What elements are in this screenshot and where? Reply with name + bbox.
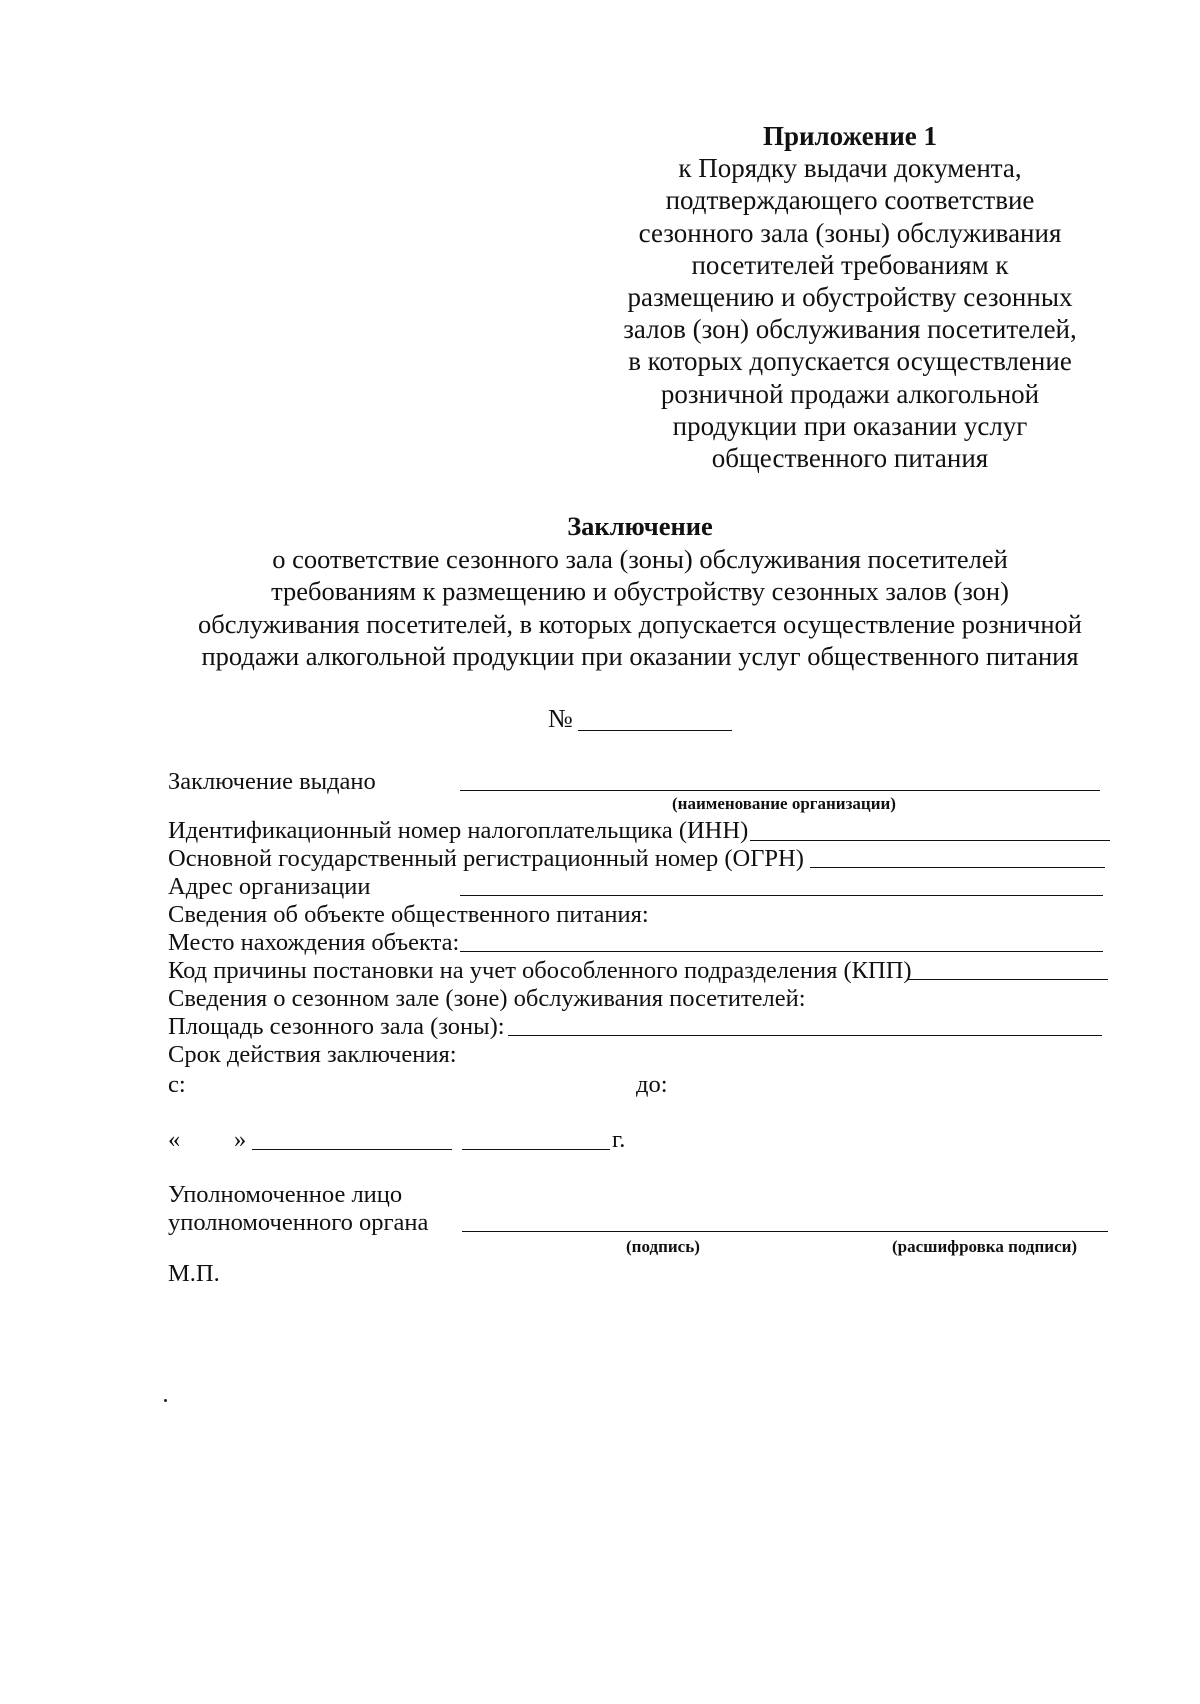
seasonal-info-label: Сведения о сезонном зале (зоне) обслуживания посетителей: [168, 985, 806, 1012]
appendix-line: в которых допускается осуществление [628, 346, 1072, 377]
appendix-line: продукции при оказании услуг [672, 410, 1028, 441]
appendix-line: сезонного зала (зоны) обслуживания [638, 217, 1062, 248]
date-month-field[interactable] [252, 1149, 452, 1150]
conclusion-title: Заключение [567, 511, 713, 541]
number-field[interactable] [578, 730, 732, 731]
organization-name-field[interactable] [460, 790, 1100, 791]
date-year-field[interactable] [462, 1149, 610, 1150]
quote-close: » [234, 1126, 247, 1153]
issued-to-label: Заключение выдано [168, 768, 376, 795]
conclusion-heading [150, 510, 1130, 673]
kpp-field[interactable] [908, 979, 1108, 980]
appendix-line: размещению и обустройству сезонных [627, 282, 1073, 313]
signature-decode-caption: (расшифровка подписи) [892, 1237, 1078, 1256]
year-suffix: г. [612, 1126, 626, 1153]
appendix-title: Приложение 1 [762, 121, 938, 151]
appendix-line: залов (зон) обслуживания посетителей, [623, 314, 1077, 345]
conclusion-line: требованиям к размещению и обустройству сезонных залов (зон) [271, 576, 1009, 606]
to-label: до: [636, 1071, 668, 1098]
signature-caption: (подпись) [626, 1237, 700, 1256]
object-location-field[interactable] [460, 951, 1103, 952]
authorized-person-label: Уполномоченное лицо [168, 1181, 403, 1208]
ogrn-field[interactable] [810, 867, 1105, 868]
address-field[interactable] [460, 895, 1103, 896]
address-label: Адрес организации [168, 873, 371, 900]
area-field[interactable] [508, 1035, 1102, 1036]
inn-label: Идентификационный номер налогоплательщика (ИНН) [168, 817, 749, 844]
scan-speck [164, 1399, 167, 1402]
authorized-body-label: уполномоченного органа [168, 1209, 429, 1236]
appendix-line: общественного питания [711, 443, 989, 474]
stamp-label: М.П. [168, 1260, 220, 1287]
object-info-label: Сведения об объекте общественного питания: [168, 901, 649, 928]
inn-field[interactable] [750, 840, 1110, 841]
conclusion-line: продажи алкогольной продукции при оказании услуг общественного питания [201, 641, 1079, 671]
appendix-header [600, 120, 1100, 474]
ogrn-label: Основной государственный регистрационный номер (ОГРН) [168, 845, 804, 872]
area-label: Площадь сезонного зала (зоны): [168, 1013, 505, 1040]
quote-open: « [168, 1126, 181, 1153]
validity-label: Срок действия заключения: [168, 1041, 457, 1068]
conclusion-line: о соответствие сезонного зала (зоны) обслуживания посетителей [272, 543, 1008, 574]
appendix-line: розничной продажи алкогольной [660, 378, 1040, 409]
number-label: № [548, 704, 573, 733]
appendix-line: посетителей требованиям к [691, 249, 1009, 280]
signature-field[interactable] [462, 1231, 1108, 1232]
conclusion-line: обслуживания посетителей, в которых допускается осуществление розничной [198, 608, 1082, 639]
appendix-line: подтверждающего соответствие [665, 185, 1035, 216]
kpp-label: Код причины постановки на учет обособленного подразделения (КПП) [168, 957, 912, 984]
appendix-line: к Порядку выдачи документа, [678, 153, 1022, 184]
from-label: с: [168, 1071, 186, 1098]
organization-name-caption: (наименование организации) [672, 794, 896, 813]
object-location-label: Место нахождения объекта: [168, 929, 460, 956]
